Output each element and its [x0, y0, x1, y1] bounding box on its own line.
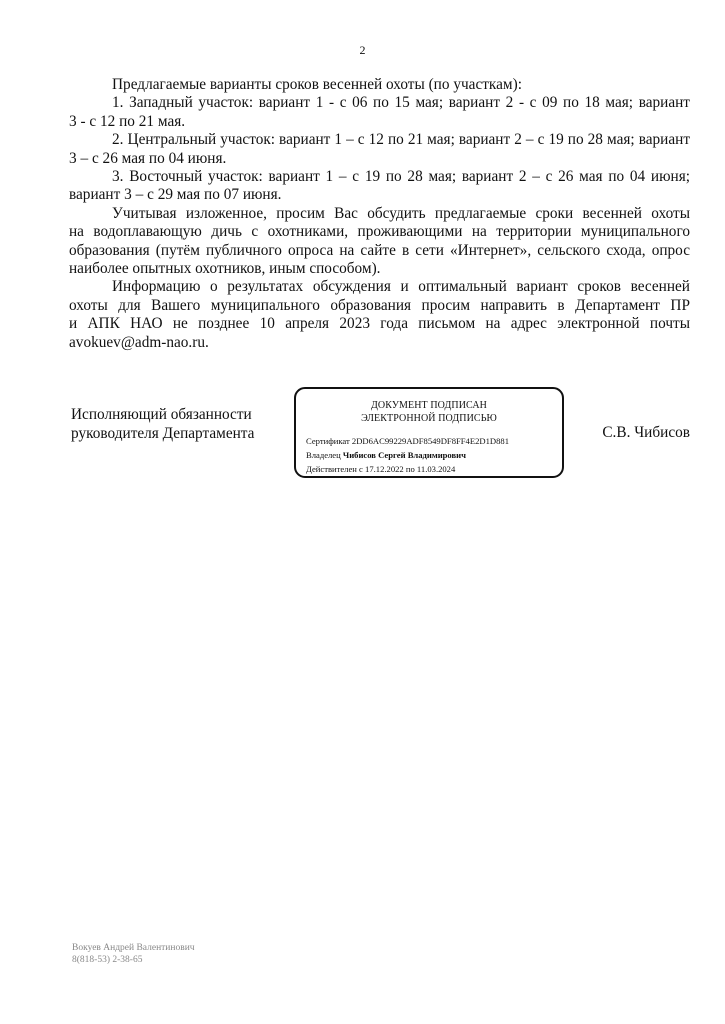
- letter-body: [69, 76, 690, 352]
- intro-line: Предлагаемые варианты сроков весенней охоты (по участкам):: [112, 76, 522, 93]
- executor-phone: 8(818-53) 2-38-65: [72, 955, 143, 965]
- owner-value: Чибисов Сергей Владимирович: [342, 450, 466, 460]
- electronic-signature-stamp: [294, 387, 564, 478]
- stamp-owner: [306, 450, 466, 460]
- signatory-position-line-1: Исполняющий обязанности: [71, 406, 252, 423]
- email-address: avokuev@adm-nao.ru.: [69, 333, 209, 351]
- stamp-certificate: [306, 436, 509, 446]
- paragraph-east-line-1: 3. Восточный участок: вариант 1 – с 19 по 28 мая; вариант 2 – с 26 мая по 04 июня;: [112, 168, 690, 186]
- stamp-title-line-1: ДОКУМЕНТ ПОДПИСАН: [371, 400, 487, 411]
- paragraph-request-line-2: на водоплавающую дичь с охотниками, проживающими на территории муниципального: [69, 223, 690, 241]
- signatory-position-line-2: руководителя Департамента: [71, 425, 255, 442]
- page-number: 2: [359, 43, 366, 57]
- signatory-name: С.В. Чибисов: [602, 424, 690, 441]
- signatory-position: [71, 405, 254, 443]
- owner-label: Владелец: [306, 450, 341, 460]
- valid-label: Действителен: [306, 464, 357, 474]
- valid-to-prefix: по: [405, 464, 415, 474]
- valid-from: 17.12.2022: [365, 464, 404, 474]
- paragraph-central-line-2: 3 – с 26 мая по 04 июня.: [69, 149, 227, 167]
- executor-name: Вокуев Андрей Валентинович: [72, 943, 195, 953]
- paragraph-request-line-4: наиболее опытных охотников, иным способом).: [69, 260, 381, 278]
- paragraph-west-line-2: 3 - с 12 по 21 мая.: [69, 112, 186, 130]
- stamp-title-line-2: ЭЛЕКТРОННОЙ ПОДПИСЬЮ: [361, 413, 497, 424]
- paragraph-east-line-2: вариант 3 – с 29 мая по 07 июня.: [69, 186, 282, 204]
- footer-executor: [72, 942, 195, 966]
- stamp-validity: [306, 464, 455, 474]
- paragraph-info-line-3: и АПК НАО не позднее 10 апреля 2023 года письмом на адрес электронной почты: [69, 315, 690, 333]
- paragraph-info-line-1: Информацию о результатах обсуждения и оптимальный вариант сроков весенней: [112, 278, 690, 296]
- paragraph-request-line-1: Учитывая изложенное, просим Вас обсудить предлагаемые сроки весенней охоты: [112, 204, 690, 222]
- certificate-label: Сертификат: [306, 436, 350, 446]
- certificate-value: 2DD6AC99229ADF8549DF8FF4E2D1D881: [351, 436, 509, 446]
- valid-from-prefix: с: [359, 464, 363, 474]
- paragraph-central-line-1: 2. Центральный участок: вариант 1 – с 12 по 21 мая; вариант 2 – с 19 по 28 мая; вариант: [112, 131, 690, 149]
- paragraph-info-line-2: охоты для Вашего муниципального образования просим направить в Департамент ПР: [69, 296, 690, 314]
- paragraph-west-line-1: 1. Западный участок: вариант 1 - с 06 по 15 мая; вариант 2 - с 09 по 18 мая; вариант: [112, 94, 690, 112]
- paragraph-request-line-3: образования (путём публичного опроса на сайте в сети «Интернет», сельского схода, опрос: [69, 241, 690, 259]
- valid-to: 11.03.2024: [416, 464, 456, 474]
- stamp-title: [296, 399, 562, 425]
